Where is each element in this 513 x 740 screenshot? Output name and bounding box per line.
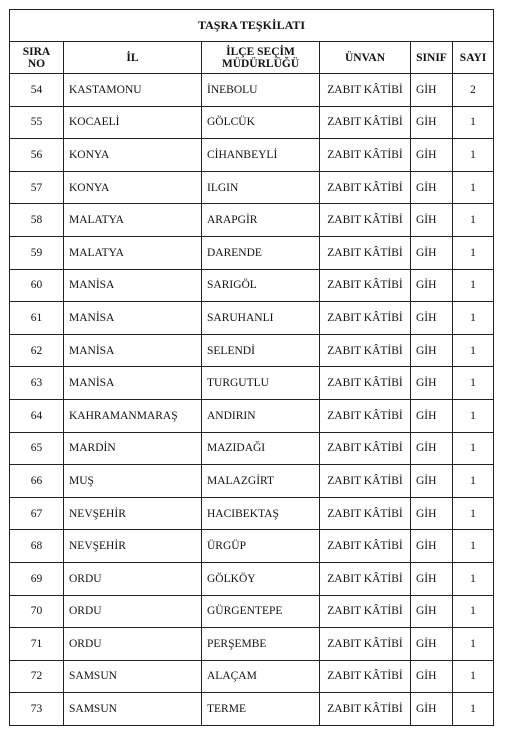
cell-sira-no: 66	[10, 465, 64, 498]
cell-sinif: GİH	[411, 302, 453, 335]
cell-ilce: SARIGÖL	[202, 269, 320, 302]
table-title-row	[10, 10, 494, 42]
cell-unvan: ZABIT KÂTİBİ	[320, 367, 411, 400]
cell-sayi: 2	[453, 74, 494, 107]
table-row	[10, 302, 494, 335]
cell-il: MUŞ	[64, 465, 202, 498]
cell-unvan: ZABIT KÂTİBİ	[320, 236, 411, 269]
cell-sira-no: 59	[10, 236, 64, 269]
cell-ilce: CİHANBEYLİ	[202, 139, 320, 172]
cell-sinif: GİH	[411, 204, 453, 237]
cell-sira-no: 62	[10, 334, 64, 367]
cell-il: MANİSA	[64, 269, 202, 302]
header-ilce	[202, 42, 320, 74]
cell-il: MANİSA	[64, 334, 202, 367]
cell-sinif: GİH	[411, 269, 453, 302]
header-sira-line1: SIRA	[22, 45, 51, 58]
table-row	[10, 465, 494, 498]
cell-sayi: 1	[453, 399, 494, 432]
cell-sinif: GİH	[411, 139, 453, 172]
cell-sayi: 1	[453, 660, 494, 693]
cell-ilce: PERŞEMBE	[202, 628, 320, 661]
cell-sayi: 1	[453, 204, 494, 237]
cell-unvan: ZABIT KÂTİBİ	[320, 693, 411, 726]
table-row	[10, 171, 494, 204]
table-row	[10, 106, 494, 139]
header-sira-line2: NO	[27, 57, 46, 70]
cell-sira-no: 61	[10, 302, 64, 335]
cell-sira-no: 71	[10, 628, 64, 661]
cell-sira-no: 65	[10, 432, 64, 465]
table-body	[10, 74, 494, 726]
cell-sinif: GİH	[411, 497, 453, 530]
cell-ilce: ALAÇAM	[202, 660, 320, 693]
table-title: TAŞRA TEŞKİLATI	[10, 10, 494, 42]
cell-sira-no: 54	[10, 74, 64, 107]
cell-ilce: ARAPGİR	[202, 204, 320, 237]
cell-il: KOCAELİ	[64, 106, 202, 139]
cell-unvan: ZABIT KÂTİBİ	[320, 562, 411, 595]
cell-il: SAMSUN	[64, 693, 202, 726]
cell-ilce: TURGUTLU	[202, 367, 320, 400]
cell-il: KONYA	[64, 139, 202, 172]
cell-sayi: 1	[453, 497, 494, 530]
table-row	[10, 530, 494, 563]
cell-sira-no: 57	[10, 171, 64, 204]
cell-sinif: GİH	[411, 432, 453, 465]
cell-il: MARDİN	[64, 432, 202, 465]
cell-unvan: ZABIT KÂTİBİ	[320, 106, 411, 139]
cell-sayi: 1	[453, 302, 494, 335]
cell-unvan: ZABIT KÂTİBİ	[320, 139, 411, 172]
cell-unvan: ZABIT KÂTİBİ	[320, 628, 411, 661]
cell-il: SAMSUN	[64, 660, 202, 693]
cell-il: ORDU	[64, 562, 202, 595]
cell-sira-no: 73	[10, 693, 64, 726]
cell-sayi: 1	[453, 269, 494, 302]
header-ilce-line1: İLÇE SEÇİM	[226, 45, 295, 58]
cell-ilce: DARENDE	[202, 236, 320, 269]
cell-unvan: ZABIT KÂTİBİ	[320, 497, 411, 530]
cell-sinif: GİH	[411, 693, 453, 726]
cell-sayi: 1	[453, 432, 494, 465]
cell-ilce: MAZIDAĞI	[202, 432, 320, 465]
cell-ilce: ANDIRIN	[202, 399, 320, 432]
cell-unvan: ZABIT KÂTİBİ	[320, 595, 411, 628]
cell-unvan: ZABIT KÂTİBİ	[320, 171, 411, 204]
cell-sinif: GİH	[411, 334, 453, 367]
table-row	[10, 139, 494, 172]
cell-sinif: GİH	[411, 530, 453, 563]
cell-sayi: 1	[453, 530, 494, 563]
cell-il: MALATYA	[64, 236, 202, 269]
cell-sinif: GİH	[411, 106, 453, 139]
table-row	[10, 693, 494, 726]
cell-ilce: İNEBOLU	[202, 74, 320, 107]
cell-unvan: ZABIT KÂTİBİ	[320, 269, 411, 302]
cell-il: MALATYA	[64, 204, 202, 237]
cell-unvan: ZABIT KÂTİBİ	[320, 204, 411, 237]
cell-sinif: GİH	[411, 171, 453, 204]
cell-sayi: 1	[453, 693, 494, 726]
cell-sinif: GİH	[411, 595, 453, 628]
header-sayi: SAYI	[453, 42, 494, 74]
cell-ilce: SELENDİ	[202, 334, 320, 367]
cell-unvan: ZABIT KÂTİBİ	[320, 432, 411, 465]
cell-unvan: ZABIT KÂTİBİ	[320, 660, 411, 693]
staff-table	[9, 9, 494, 726]
header-unvan: ÜNVAN	[320, 42, 411, 74]
cell-unvan: ZABIT KÂTİBİ	[320, 465, 411, 498]
cell-il: KAHRAMANMARAŞ	[64, 399, 202, 432]
cell-sira-no: 55	[10, 106, 64, 139]
cell-ilce: GÜRGENTEPE	[202, 595, 320, 628]
cell-ilce: HACIBEKTAŞ	[202, 497, 320, 530]
cell-sinif: GİH	[411, 399, 453, 432]
cell-sira-no: 67	[10, 497, 64, 530]
table-row	[10, 334, 494, 367]
cell-ilce: ILGIN	[202, 171, 320, 204]
cell-sira-no: 63	[10, 367, 64, 400]
cell-il: MANİSA	[64, 367, 202, 400]
cell-il: NEVŞEHİR	[64, 530, 202, 563]
cell-sira-no: 56	[10, 139, 64, 172]
cell-sayi: 1	[453, 334, 494, 367]
cell-sinif: GİH	[411, 236, 453, 269]
cell-sira-no: 69	[10, 562, 64, 595]
table-row	[10, 595, 494, 628]
cell-ilce: MALAZGİRT	[202, 465, 320, 498]
cell-sira-no: 70	[10, 595, 64, 628]
table-row	[10, 628, 494, 661]
cell-unvan: ZABIT KÂTİBİ	[320, 74, 411, 107]
table-row	[10, 269, 494, 302]
header-sinif: SINIF	[411, 42, 453, 74]
cell-sira-no: 64	[10, 399, 64, 432]
table-row	[10, 660, 494, 693]
cell-il: MANİSA	[64, 302, 202, 335]
table-row	[10, 204, 494, 237]
cell-sinif: GİH	[411, 562, 453, 595]
cell-sayi: 1	[453, 595, 494, 628]
cell-ilce: SARUHANLI	[202, 302, 320, 335]
header-ilce-line2: MÜDÜRLÜĞÜ	[221, 57, 300, 70]
table-row	[10, 497, 494, 530]
cell-il: KASTAMONU	[64, 74, 202, 107]
cell-sinif: GİH	[411, 74, 453, 107]
cell-unvan: ZABIT KÂTİBİ	[320, 530, 411, 563]
cell-sinif: GİH	[411, 465, 453, 498]
cell-ilce: GÖLKÖY	[202, 562, 320, 595]
table-row	[10, 432, 494, 465]
cell-sinif: GİH	[411, 628, 453, 661]
cell-sayi: 1	[453, 628, 494, 661]
cell-unvan: ZABIT KÂTİBİ	[320, 302, 411, 335]
cell-sira-no: 60	[10, 269, 64, 302]
cell-sayi: 1	[453, 562, 494, 595]
header-sira-no	[10, 42, 64, 74]
header-il: İL	[64, 42, 202, 74]
cell-ilce: GÖLCÜK	[202, 106, 320, 139]
cell-sinif: GİH	[411, 367, 453, 400]
cell-il: ORDU	[64, 595, 202, 628]
cell-sayi: 1	[453, 106, 494, 139]
cell-unvan: ZABIT KÂTİBİ	[320, 399, 411, 432]
cell-sayi: 1	[453, 367, 494, 400]
cell-il: NEVŞEHİR	[64, 497, 202, 530]
cell-ilce: TERME	[202, 693, 320, 726]
cell-sayi: 1	[453, 139, 494, 172]
table-row	[10, 367, 494, 400]
cell-sayi: 1	[453, 171, 494, 204]
cell-sira-no: 58	[10, 204, 64, 237]
table-row	[10, 399, 494, 432]
cell-sira-no: 68	[10, 530, 64, 563]
cell-il: KONYA	[64, 171, 202, 204]
table-header-row	[10, 42, 494, 74]
cell-sira-no: 72	[10, 660, 64, 693]
table-row	[10, 236, 494, 269]
cell-ilce: ÜRGÜP	[202, 530, 320, 563]
cell-sinif: GİH	[411, 660, 453, 693]
cell-sayi: 1	[453, 465, 494, 498]
cell-unvan: ZABIT KÂTİBİ	[320, 334, 411, 367]
table-row	[10, 562, 494, 595]
table-row	[10, 74, 494, 107]
cell-il: ORDU	[64, 628, 202, 661]
cell-sayi: 1	[453, 236, 494, 269]
